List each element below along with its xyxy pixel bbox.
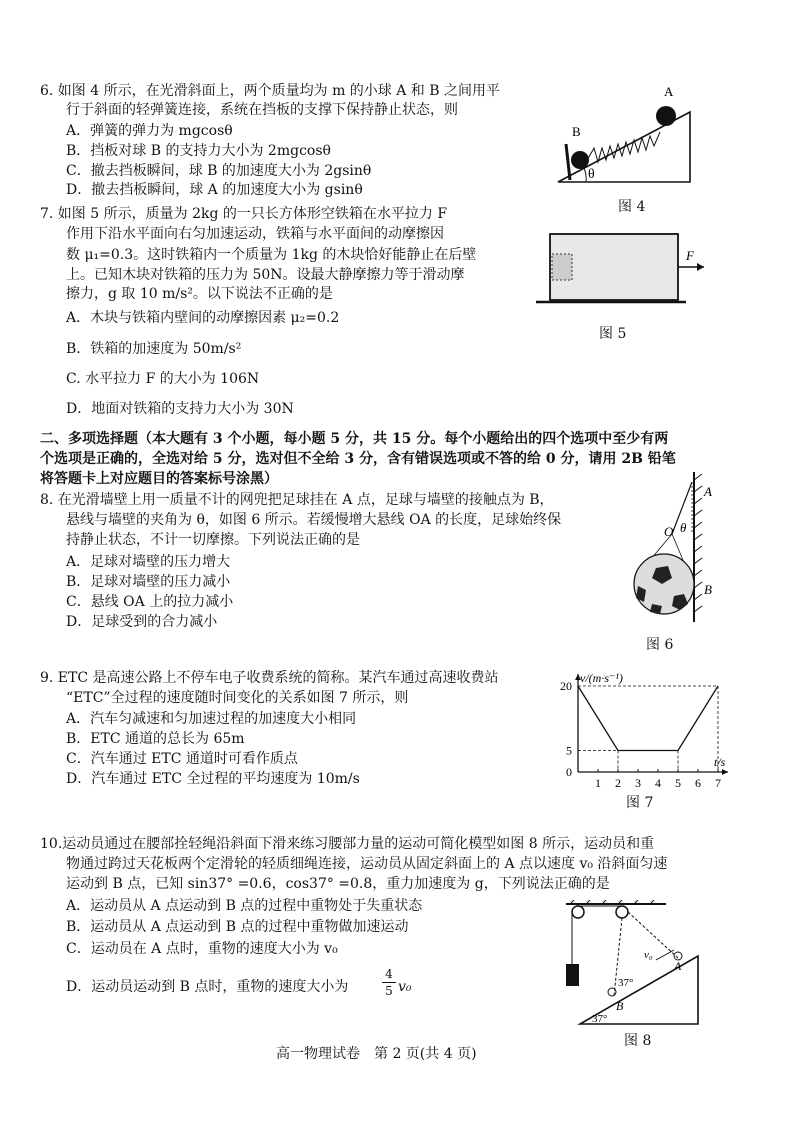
q7-option-a: A．木块与铁箱内壁间的动摩擦因素 μ₂=0.2 bbox=[66, 310, 340, 326]
chart-x-tick-label: 1 bbox=[595, 776, 601, 790]
fig8-caption: 图 8 bbox=[624, 1033, 652, 1049]
section2-heading-line-2: 个选项是正确的，全选对给 5 分，选对但不全给 3 分，含有错误选项或不答的给 0 分，请用 2B 铅笔 bbox=[40, 451, 676, 467]
fig4-label-theta: θ bbox=[588, 167, 595, 182]
fig4-caption: 图 4 bbox=[618, 199, 646, 215]
page-footer: 高一物理试卷 第 2 页(共 4 页) bbox=[276, 1046, 477, 1062]
q10-option-d: D．运动员运动到 B 点时，重物的速度大小为 bbox=[66, 979, 349, 995]
fig8-angle-2: 37° bbox=[592, 1013, 608, 1025]
q10-fraction-var: v₀ bbox=[398, 979, 412, 995]
q7-stem-line-5: 擦力，g 取 10 m/s²。以下说法不正确的是 bbox=[66, 286, 333, 302]
fig8-label-a: A bbox=[674, 959, 682, 973]
q8-option-d: D．足球受到的合力减小 bbox=[66, 614, 218, 630]
q10-fraction bbox=[382, 966, 396, 999]
chart-y-tick-label: 0 bbox=[566, 765, 572, 779]
q6-option-d: D．撤去挡板瞬间，球 A 的加速度大小为 gsinθ bbox=[66, 182, 363, 198]
fig6-caption: 图 6 bbox=[646, 637, 674, 653]
q6-option-c: C．撤去挡板瞬间，球 B 的加速度大小为 2gsinθ bbox=[66, 163, 372, 179]
chart-x-tick-label: 4 bbox=[655, 776, 661, 790]
fraction-denominator: 5 bbox=[385, 984, 393, 998]
fraction-numerator: 4 bbox=[382, 966, 396, 983]
figure-4-incline bbox=[556, 82, 696, 192]
q7-stem-line-4: 上。已知木块对铁箱的压力为 50N。设最大静摩擦力等于滑动摩 bbox=[66, 267, 465, 283]
q7-stem-line-1: 7. 如图 5 所示，质量为 2kg 的一只长方体形空铁箱在水平拉力 F bbox=[40, 206, 448, 222]
q10-option-a: A．运动员从 A 点运动到 B 点的过程中重物处于失重状态 bbox=[66, 898, 423, 914]
q9-stem-line-1: 9. ETC 是高速公路上不停车电子收费系统的简称。某汽车通过高速收费站 bbox=[40, 670, 499, 686]
q6-stem-line-2: 行于斜面的轻弹簧连接，系统在挡板的支撑下保持静止状态，则 bbox=[66, 102, 458, 118]
chart-y-tick-label: 20 bbox=[560, 679, 572, 693]
chart-x-tick-label: 3 bbox=[635, 776, 641, 790]
chart-series-line bbox=[578, 686, 718, 751]
fig5-label-f: F bbox=[686, 248, 694, 263]
q10-stem-line-1: 10.运动员通过在腰部拴轻绳沿斜面下滑来练习腰部力量的运动可简化模型如图 8 所示，运动员和重 bbox=[40, 836, 655, 852]
q7-option-d: D．地面对铁箱的支持力大小为 30N bbox=[66, 401, 294, 417]
fig6-label-theta: θ bbox=[680, 520, 687, 535]
figure-6-football bbox=[626, 472, 726, 632]
q6-option-b: B．挡板对球 B 的支持力大小为 2mgcosθ bbox=[66, 143, 331, 159]
q8-stem-line-1: 8. 在光滑墙壁上用一质量不计的网兜把足球挂在 A 点，足球与墙壁的接触点为 B， bbox=[40, 492, 554, 508]
chart-x-tick-label: 7 bbox=[715, 776, 721, 790]
fig8-angle-1: 37° bbox=[618, 977, 634, 989]
q7-stem-line-2: 作用下沿水平面向右匀加速运动，铁箱与水平面间的动摩擦因 bbox=[66, 226, 444, 242]
chart-x-tick-label: 5 bbox=[675, 776, 681, 790]
chart-x-tick-label: 6 bbox=[695, 776, 701, 790]
chart-ylabel: v/(m·s⁻¹) bbox=[580, 671, 623, 685]
fig7-caption: 图 7 bbox=[626, 795, 654, 811]
q8-option-c: C．悬线 OA 上的拉力减小 bbox=[66, 594, 234, 610]
fig5-caption: 图 5 bbox=[599, 326, 627, 342]
q9-option-d: D．汽车通过 ETC 全过程的平均速度为 10m/s bbox=[66, 771, 360, 787]
chart-xlabel: t/s bbox=[714, 755, 726, 769]
fig6-label-a: A bbox=[704, 484, 712, 499]
q9-option-c: C．汽车通过 ETC 通道时可看作质点 bbox=[66, 751, 298, 767]
q7-option-c: C. 水平拉力 F 的大小为 106N bbox=[66, 371, 260, 387]
figure-5-iron-box bbox=[536, 230, 716, 310]
fig6-label-b: B bbox=[704, 582, 712, 597]
q7-stem-line-3: 数 μ₁=0.3。这时铁箱内一个质量为 1kg 的木块恰好能静止在后壁 bbox=[66, 247, 477, 263]
q6-stem-line-1: 6. 如图 4 所示，在光滑斜面上，两个质量均为 m 的小球 A 和 B 之间用平 bbox=[40, 83, 500, 99]
q8-option-a: A．足球对墙壁的压力增大 bbox=[66, 554, 231, 570]
fig6-label-o: O bbox=[664, 524, 674, 539]
fig4-label-b: B bbox=[572, 124, 581, 139]
figure-7-vt-chart bbox=[556, 668, 736, 798]
q7-option-b: B．铁箱的加速度为 50m/s² bbox=[66, 341, 242, 357]
q9-option-b: B．ETC 通道的总长为 65m bbox=[66, 731, 245, 747]
chart-x-tick-label: 2 bbox=[615, 776, 621, 790]
q9-stem-line-2: “ETC”全过程的速度随时间变化的关系如图 7 所示，则 bbox=[66, 690, 409, 706]
figure-8-pulley-incline bbox=[556, 900, 736, 1030]
q8-stem-line-2: 悬线与墙壁的夹角为 θ，如图 6 所示。若缓慢增大悬线 OA 的长度，足球始终保 bbox=[66, 512, 562, 528]
q9-option-a: A．汽车匀减速和匀加速过程的加速度大小相同 bbox=[66, 711, 357, 727]
q8-option-b: B．足球对墙壁的压力减小 bbox=[66, 574, 231, 590]
fig4-label-a: A bbox=[664, 84, 674, 99]
section2-heading-line-3: 将答题卡上对应题目的答案标号涂黑） bbox=[40, 471, 278, 487]
fig8-label-b: B bbox=[616, 999, 624, 1013]
q8-stem-line-3: 持静止状态，不计一切摩擦。下列说法正确的是 bbox=[66, 532, 360, 548]
q10-stem-line-3: 运动到 B 点，已知 sin37° =0.6，cos37° =0.8，重力加速度为 g，下列说法正确的是 bbox=[66, 876, 610, 892]
section2-heading-line-1: 二、多项选择题（本大题有 3 个小题，每小题 5 分，共 15 分。每个小题给出的四个选项中至少有两 bbox=[40, 431, 669, 447]
q10-option-b: B．运动员从 A 点运动到 B 点的过程中重物做加速运动 bbox=[66, 919, 409, 935]
q6-option-a: A．弹簧的弹力为 mgcosθ bbox=[66, 123, 233, 139]
q10-option-c: C．运动员在 A 点时，重物的速度大小为 v₀ bbox=[66, 941, 338, 957]
chart-y-tick-label: 5 bbox=[566, 743, 572, 758]
fig8-label-v0: v₀ bbox=[644, 949, 653, 961]
q10-stem-line-2: 物通过跨过天花板两个定滑轮的轻质细绳连接，运动员从固定斜面上的 A 点以速度 v₀ 沿斜面匀速 bbox=[66, 856, 668, 872]
